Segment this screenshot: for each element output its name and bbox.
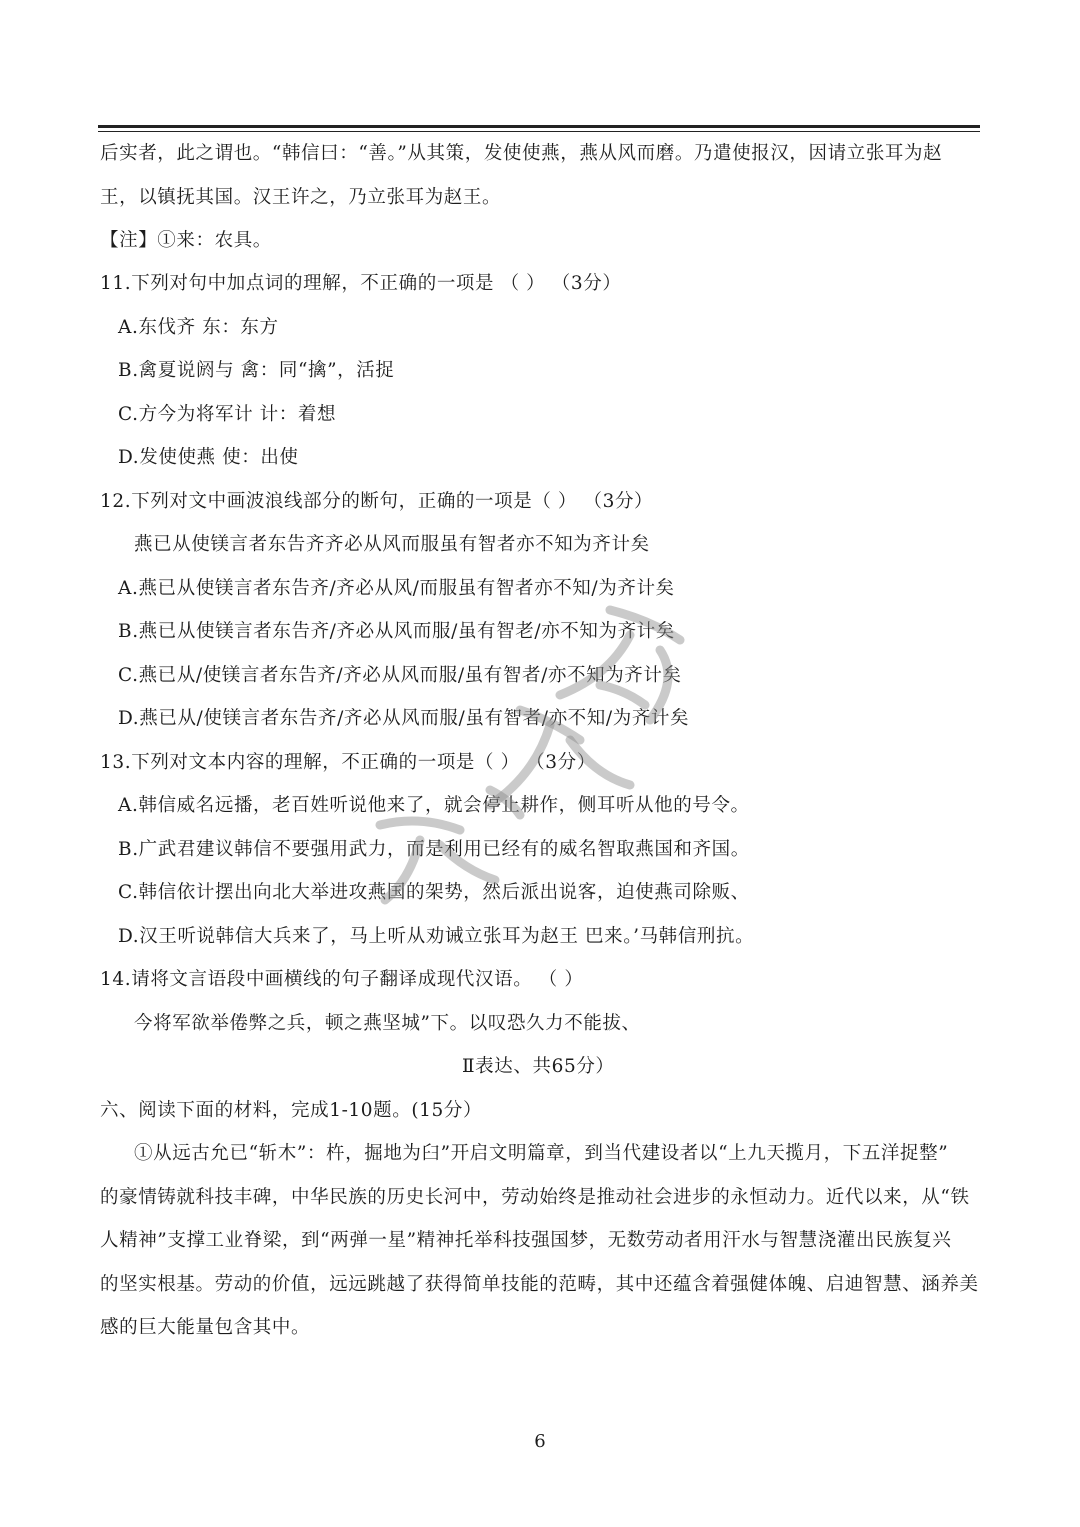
header-rule-thick: [98, 125, 980, 128]
question-13-option-b: B.广武君建议韩信不要强用武力，而是利用已经有的威名智取燕国和齐国。: [118, 839, 750, 860]
question-13-option-d: D.汉王听说韩信大兵来了，马上听从劝诫立张耳为赵王 巴来。’马韩信刑抗。: [118, 926, 755, 947]
question-11-option-d: D.发使使燕 使：出使: [118, 447, 299, 468]
part-6-paragraph-line-5: 感的巨大能量包含其中。: [100, 1317, 311, 1338]
question-13-option-a: A.韩信威名远播，老百姓听说他来了，就会停止耕作，侧耳听从他的号令。: [118, 795, 750, 816]
question-12-option-a: A.燕已从使镁言者东告齐/齐必从风/而服虽有智者亦不知/为齐计矣: [118, 578, 675, 599]
section-heading: Ⅱ表达、共65分）: [462, 1056, 615, 1077]
question-13-stem: 13.下列对文本内容的理解，不正确的一项是（ ） （3分）: [100, 752, 596, 773]
question-13-option-c: C.韩信依计摆出向北大举进攻燕国的架势，然后派出说客，迫使燕司除贩、: [118, 882, 750, 903]
part-6-paragraph-line-2: 的豪情铸就科技丰碑，中华民族的历史长河中，劳动始终是推动社会进步的永恒动力。近代以来，从“铁: [100, 1187, 970, 1208]
question-14-sentence: 今将军欲举倦弊之兵，顿之燕坚城”下。以叹恐久力不能拔、: [134, 1013, 641, 1034]
question-12-sentence: 燕已从使镁言者东告齐齐必从风而服虽有智者亦不知为齐计矣: [134, 534, 650, 555]
question-12-option-d: D.燕已从/使镁言者东告齐/齐必从风而服/虽有智者/亦不知/为齐计矣: [118, 708, 690, 729]
part-6-paragraph-line-4: 的坚实根基。劳动的价值，远远跳越了获得简单技能的范畴，其中还蕴含着强健体魄、启迪智慧、涵养美: [100, 1274, 979, 1295]
question-11-option-c: C.方今为将军计 计：着想: [118, 404, 337, 425]
part-6-paragraph-line-1: ①从远古允已“斩木”：杵，掘地为臼”开启文明篇章，到当代建设者以“上九天揽月，下五洋捉整”: [134, 1143, 949, 1164]
annotation-note: 【注】①来：农具。: [100, 230, 272, 251]
question-12-option-b: B.燕已从使镁言者东告齐/齐必从风而服/虽有智老/亦不知为齐计矣: [118, 621, 675, 642]
part-6-paragraph-line-3: 人精神”支撑工业脊梁，到“两弹一星”精神托举科技强国梦，无数劳动者用汗水与智慧浇灌出民族复兴: [100, 1230, 952, 1251]
passage-line-2: 王，以镇抚其国。汉王许之，乃立张耳为赵王。: [100, 187, 502, 208]
part-6-heading: 六、阅读下面的材料，完成1-10题。(15分）: [100, 1100, 483, 1121]
question-11-option-a: A.东伐齐 东：东方: [118, 317, 279, 338]
question-11-stem: 11.下列对句中加点词的理解，不正确的一项是 （ ） （3分）: [100, 273, 622, 294]
question-12-stem: 12.下列对文中画波浪线部分的断句，正确的一项是（ ） （3分）: [100, 491, 654, 512]
header-rule-thin: [98, 131, 980, 132]
question-14-stem: 14.请将文言语段中画横线的句子翻译成现代汉语。 （ ）: [100, 969, 584, 990]
page-number: 6: [534, 1431, 546, 1452]
question-12-option-c: C.燕已从/使镁言者东告齐/齐必从风而服/虽有智者/亦不知为齐计矣: [118, 665, 682, 686]
question-11-option-b: B.禽夏说阏与 禽：同“擒”，活捉: [118, 360, 395, 381]
passage-line-1: 后实者，此之谓也。“韩信曰：“善。”从其策，发使使燕，燕从风而磨。乃遣使报汉，因请立张耳为赵: [100, 143, 943, 164]
